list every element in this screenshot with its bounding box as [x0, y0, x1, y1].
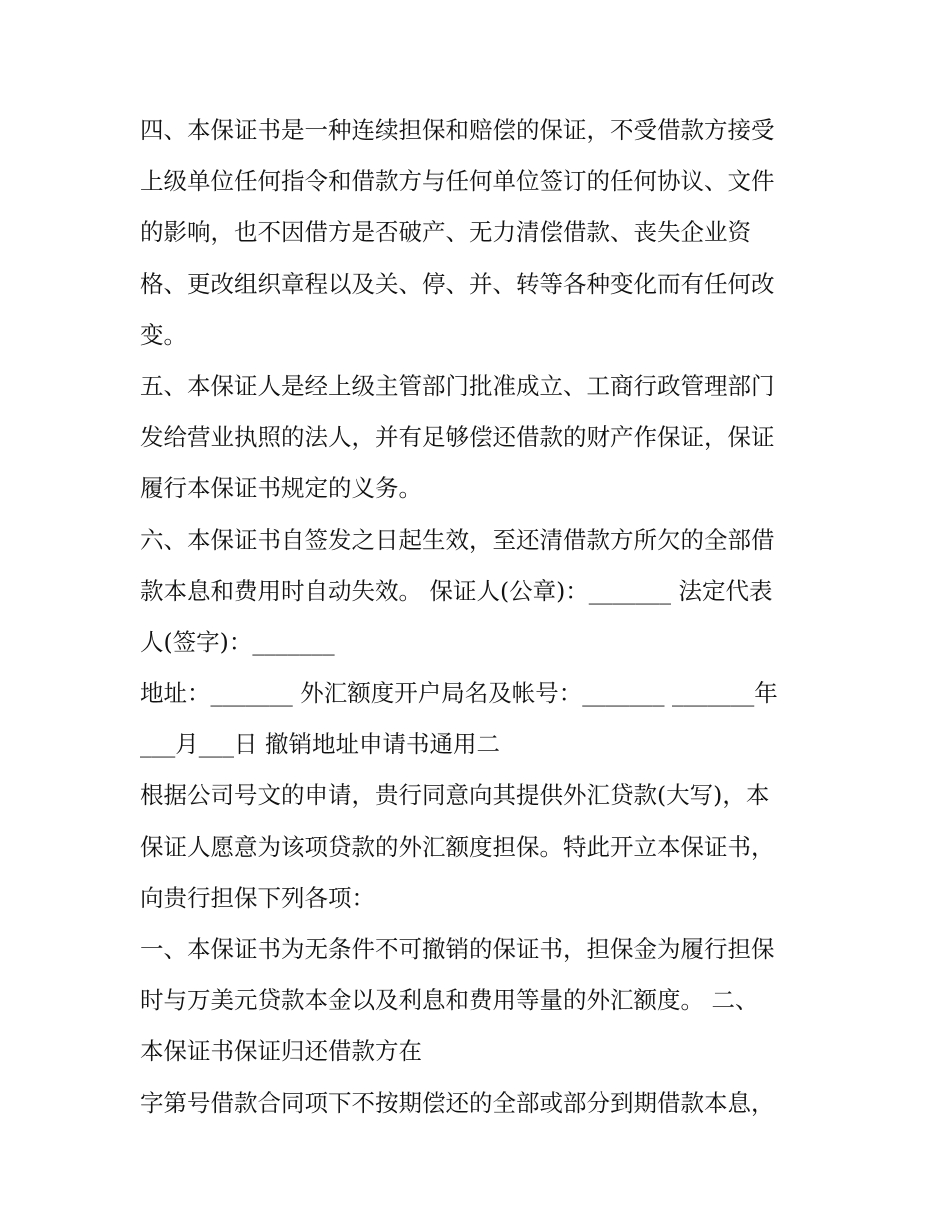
- text-line: 履行本保证书规定的义务。: [140, 474, 422, 503]
- text-line: 一、本保证书为无条件不可撤销的保证书，担保金为履行担保: [140, 935, 775, 963]
- text-line: 的影响，也不因借方是否破产、无力清偿借款、丧失企业资: [140, 218, 751, 247]
- text-line: ___月___日 撤销地址申请书通用二: [140, 730, 500, 759]
- text-line: 四、本保证书是一种连续担保和赔偿的保证，不受借款方接受: [140, 116, 775, 144]
- text-line: 根据公司号文的申请，贵行同意向其提供外汇贷款(大写)，本: [140, 781, 770, 810]
- text-line: 时与万美元贷款本金以及利息和费用等量的外汇额度。 二、: [140, 986, 759, 1015]
- text-line: 本保证书保证归还借款方在: [140, 1037, 422, 1066]
- text-line: 上级单位任何指令和借款方与任何单位签订的任何协议、文件: [140, 167, 775, 196]
- text-line: 地址：_______ 外汇额度开户局名及帐号：_______ _______年: [140, 679, 778, 708]
- document-body: [140, 105, 820, 1129]
- text-line: 发给营业执照的法人，并有足够偿还借款的财产作保证，保证: [140, 423, 775, 452]
- text-line: 变。: [140, 320, 187, 349]
- text-line: 格、更改组织章程以及关、停、并、转等各种变化而有任何改: [140, 269, 775, 298]
- text-line: 保证人愿意为该项贷款的外汇额度担保。特此开立本保证书，: [140, 832, 775, 861]
- text-line: 六、本保证书自签发之日起生效，至还清借款方所欠的全部借: [140, 525, 775, 554]
- text-line: 人(签字)：_______: [140, 627, 335, 656]
- text-line: 字第号借款合同项下不按期偿还的全部或部分到期借款本息，: [140, 1088, 775, 1117]
- text-line: 向贵行担保下列各项：: [140, 883, 375, 912]
- text-line: 五、本保证人是经上级主管部门批准成立、工商行政管理部门: [140, 371, 775, 400]
- text-line: 款本息和费用时自动失效。 保证人(公章)：_______ 法定代表: [140, 576, 773, 605]
